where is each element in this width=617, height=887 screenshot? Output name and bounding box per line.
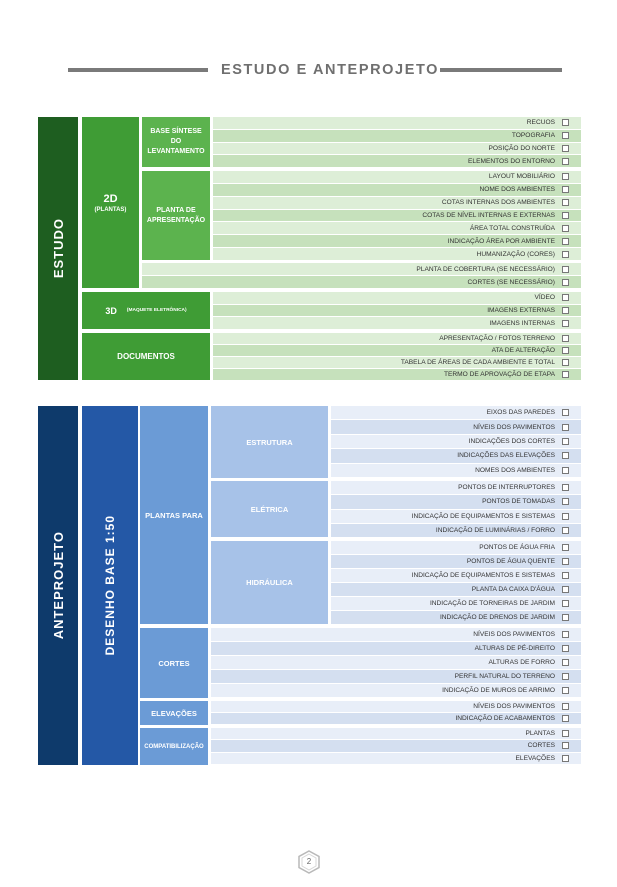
page-number: 2 [306, 857, 312, 866]
desenho-base-label: DESENHO BASE 1:50 [103, 515, 117, 656]
checkbox[interactable] [562, 586, 569, 593]
checkbox[interactable] [562, 371, 569, 378]
checkbox[interactable] [562, 238, 569, 245]
checklist-item-label: PLANTA DE COBERTURA (SE NECESSÁRIO) [416, 265, 555, 273]
checkbox[interactable] [562, 558, 569, 565]
estudo-planta-block [142, 171, 210, 260]
estudo-3d-block [82, 292, 210, 329]
checkbox[interactable] [562, 307, 569, 314]
checklist-item-label: ELEMENTOS DO ENTORNO [468, 157, 555, 165]
checklist-row [331, 449, 581, 462]
estrutura-block [211, 406, 328, 478]
checkbox[interactable] [562, 173, 569, 180]
checkbox[interactable] [562, 715, 569, 722]
eletrica-block [211, 481, 328, 537]
checkbox[interactable] [562, 703, 569, 710]
checklist-row [213, 292, 581, 304]
estudo-planta-label: PLANTA DE APRESENTAÇÃO [146, 206, 206, 224]
checkbox[interactable] [562, 742, 569, 749]
checklist-row [213, 117, 581, 129]
estudo-label: ESTUDO [50, 218, 66, 279]
checklist-row [211, 684, 581, 697]
page-title: ESTUDO E ANTEPROJETO [220, 62, 440, 78]
hidraulica-label: HIDRÁULICA [246, 578, 293, 587]
checkbox[interactable] [562, 359, 569, 366]
checklist-item-label: EIXOS DAS PAREDES [486, 409, 555, 417]
checklist-item-label: COTAS INTERNAS DOS AMBIENTES [441, 199, 555, 207]
checkbox[interactable] [562, 484, 569, 491]
checkbox[interactable] [562, 673, 569, 680]
estudo-base-block [142, 117, 210, 167]
checklist-row [142, 276, 581, 288]
checklist-item-label: TABELA DE ÁREAS DE CADA AMBIENTE E TOTAL [400, 359, 555, 366]
checkbox[interactable] [562, 132, 569, 139]
checklist-row [213, 171, 581, 183]
plantas-para-block [140, 406, 208, 624]
checklist-row [211, 713, 581, 724]
checklist-row [211, 628, 581, 641]
checkbox[interactable] [562, 320, 569, 327]
checklist-item-label: INDICAÇÃO DE DRENOS DE JARDIM [439, 614, 555, 621]
checkbox[interactable] [562, 279, 569, 286]
checklist-row [331, 435, 581, 448]
checklist-item-label: APRESENTAÇÃO / FOTOS TERRENO [439, 335, 555, 342]
estrutura-label: ESTRUTURA [246, 437, 293, 447]
compat-block [140, 728, 208, 765]
checklist-item-label: NÍVEIS DOS PAVIMENTOS [473, 631, 555, 638]
checklist-item-label: PONTOS DE ÁGUA QUENTE [466, 558, 555, 565]
checkbox[interactable] [562, 645, 569, 652]
checklist-item-label: INDICAÇÕES DOS CORTES [468, 437, 555, 445]
checklist-item-label: ALTURAS DE PÉ-DIREITO [474, 645, 555, 652]
checklist-row [213, 235, 581, 247]
checklist-item-label: IMAGENS EXTERNAS [487, 306, 555, 314]
estudo-base-label: BASE SÍNTESE DO LEVANTAMENTO [147, 128, 205, 155]
checkbox[interactable] [562, 145, 569, 152]
checklist-row [213, 143, 581, 155]
checklist-item-label: INDICAÇÃO DE MUROS DE ARRIMO [442, 687, 555, 694]
checklist-item-label: INDICAÇÃO DE TORNEIRAS DE JARDIM [429, 600, 555, 607]
checklist-item-label: RECUOS [526, 119, 555, 127]
checklist-row [331, 611, 581, 624]
checkbox[interactable] [562, 544, 569, 551]
checkbox[interactable] [562, 212, 569, 219]
checklist-item-label: PERFIL NATURAL DO TERRENO [454, 673, 555, 680]
checklist-item-label: TERMO DE APROVAÇÃO DE ETAPA [443, 371, 555, 378]
checklist-item-label: PONTOS DE ÁGUA FRIA [479, 544, 555, 551]
checklist-item-label: COTAS DE NÍVEL INTERNAS E EXTERNAS [422, 211, 555, 219]
checkbox[interactable] [562, 335, 569, 342]
checklist-row [331, 583, 581, 596]
checklist-row [211, 642, 581, 655]
checklist-row [211, 753, 581, 764]
checklist-row [213, 130, 581, 142]
checklist-row [331, 541, 581, 554]
estudo-documentos-block [82, 333, 210, 380]
checklist-row [331, 555, 581, 568]
checkbox[interactable] [562, 424, 569, 431]
checkbox[interactable] [562, 251, 569, 258]
checklist-item-label: VÍDEO [534, 294, 555, 302]
checklist-item-label: PLANTA DA CAIXA D'ÁGUA [471, 586, 555, 593]
checklist-item-label: INDICAÇÃO DE EQUIPAMENTOS E SISTEMAS [411, 512, 555, 520]
checklist-row [213, 317, 581, 329]
checklist-row [213, 210, 581, 222]
eletrica-label: ELÉTRICA [250, 504, 289, 514]
checkbox[interactable] [562, 119, 569, 126]
title-rule-right [440, 68, 562, 72]
checklist-row [142, 263, 581, 275]
checklist-row [331, 569, 581, 582]
checklist-row [213, 357, 581, 368]
checkbox[interactable] [562, 294, 569, 301]
checklist-item-label: ÁREA TOTAL CONSTRUÍDA [469, 224, 555, 232]
checklist-row [213, 333, 581, 344]
checklist-item-label: POSIÇÃO DO NORTE [488, 144, 555, 152]
checklist-row [331, 464, 581, 477]
checklist-item-label: NOME DOS AMBIENTES [479, 186, 555, 194]
estudo-3d-sublabel: (MAQUETE ELETRÔNICA) [126, 308, 187, 313]
checklist-row [213, 369, 581, 380]
checklist-item-label: ELEVAÇÕES [515, 754, 555, 762]
anteprojeto-label: ANTEPROJETO [50, 531, 66, 640]
checklist-item-label: LAYOUT MOBILIÁRIO [488, 173, 555, 181]
checkbox[interactable] [562, 438, 569, 445]
checkbox[interactable] [562, 498, 569, 505]
checkbox[interactable] [562, 199, 569, 206]
checklist-item-label: NOMES DOS AMBIENTES [475, 466, 555, 474]
cortes-block [140, 628, 208, 698]
checklist-item-label: IMAGENS INTERNAS [489, 319, 555, 327]
hidraulica-block [211, 541, 328, 624]
checkbox[interactable] [562, 755, 569, 762]
checklist-item-label: PONTOS DE TOMADAS [482, 498, 555, 506]
checkbox[interactable] [562, 600, 569, 607]
checkbox[interactable] [562, 467, 569, 474]
checklist-row [331, 510, 581, 523]
elevacoes-label: ELEVAÇÕES [151, 708, 197, 718]
checklist-item-label: INDICAÇÕES DAS ELEVAÇÕES [457, 452, 555, 460]
estudo-documentos-label: DOCUMENTOS [117, 352, 175, 361]
checkbox[interactable] [562, 730, 569, 737]
checklist-row [331, 495, 581, 508]
checklist-row [331, 406, 581, 419]
checklist-row [213, 345, 581, 356]
checklist-row [213, 222, 581, 234]
checklist-item-label: PONTOS DE INTERRUPTORES [458, 484, 555, 492]
estudo-2d-sublabel: (PLANTAS) [94, 206, 127, 213]
checklist-row [213, 197, 581, 209]
checklist-row [331, 597, 581, 610]
desenho-base-block [82, 406, 138, 765]
checklist-item-label: INDICAÇÃO ÁREA POR AMBIENTE [447, 237, 555, 245]
elevacoes-block [140, 701, 208, 725]
checklist-row [213, 184, 581, 196]
checkbox[interactable] [562, 614, 569, 621]
checklist-item-label: INDICAÇÃO DE ACABAMENTOS [455, 715, 555, 722]
checkbox[interactable] [562, 513, 569, 520]
checkbox[interactable] [562, 659, 569, 666]
checklist-item-label: NÍVEIS DOS PAVIMENTOS [473, 703, 555, 710]
checkbox[interactable] [562, 687, 569, 694]
checkbox[interactable] [562, 266, 569, 273]
checkbox[interactable] [562, 347, 569, 354]
checklist-item-label: INDICAÇÃO DE LUMINÁRIAS / FORRO [435, 526, 555, 534]
checklist-row [331, 481, 581, 494]
checklist-item-label: NÍVEIS DOS PAVIMENTOS [473, 423, 555, 431]
checklist-row [331, 420, 581, 433]
checklist-row [213, 305, 581, 317]
anteprojeto-label-block [38, 406, 78, 765]
checkbox[interactable] [562, 527, 569, 534]
checklist-item-label: CORTES (SE NECESSÁRIO) [467, 278, 555, 286]
cortes-label: CORTES [158, 658, 190, 668]
checklist-row [211, 701, 581, 712]
estudo-3d-label: 3D [105, 305, 117, 316]
checkbox[interactable] [562, 158, 569, 165]
checklist-item-label: ATA DE ALTERAÇÃO [491, 347, 555, 354]
estudo-2d-block [82, 117, 139, 288]
checklist-row [213, 248, 581, 260]
checklist-row [213, 155, 581, 167]
checkbox[interactable] [562, 572, 569, 579]
plantas-para-label: PLANTAS PARA [145, 510, 203, 520]
estudo-label-block [38, 117, 78, 380]
checklist-item-label: CORTES [527, 742, 555, 750]
checklist-item-label: ALTURAS DE FORRO [488, 659, 555, 666]
checklist-row [211, 670, 581, 683]
checkbox[interactable] [562, 631, 569, 638]
checklist-item-label: PLANTAS [525, 730, 555, 738]
checklist-row [331, 524, 581, 537]
checklist-item-label: HUMANIZAÇÃO (CORES) [476, 250, 555, 258]
checkbox[interactable] [562, 186, 569, 193]
checkbox[interactable] [562, 452, 569, 459]
checklist-item-label: TOPOGRAFIA [511, 132, 555, 140]
checklist-row [211, 740, 581, 751]
checklist-item-label: INDICAÇÃO DE EQUIPAMENTOS E SISTEMAS [411, 572, 555, 579]
checklist-row [211, 728, 581, 739]
checklist-row [211, 656, 581, 669]
checkbox[interactable] [562, 409, 569, 416]
checkbox[interactable] [562, 225, 569, 232]
compat-label: COMPATIBILIZAÇÃO [144, 743, 204, 750]
estudo-2d-label: 2D [103, 192, 118, 205]
